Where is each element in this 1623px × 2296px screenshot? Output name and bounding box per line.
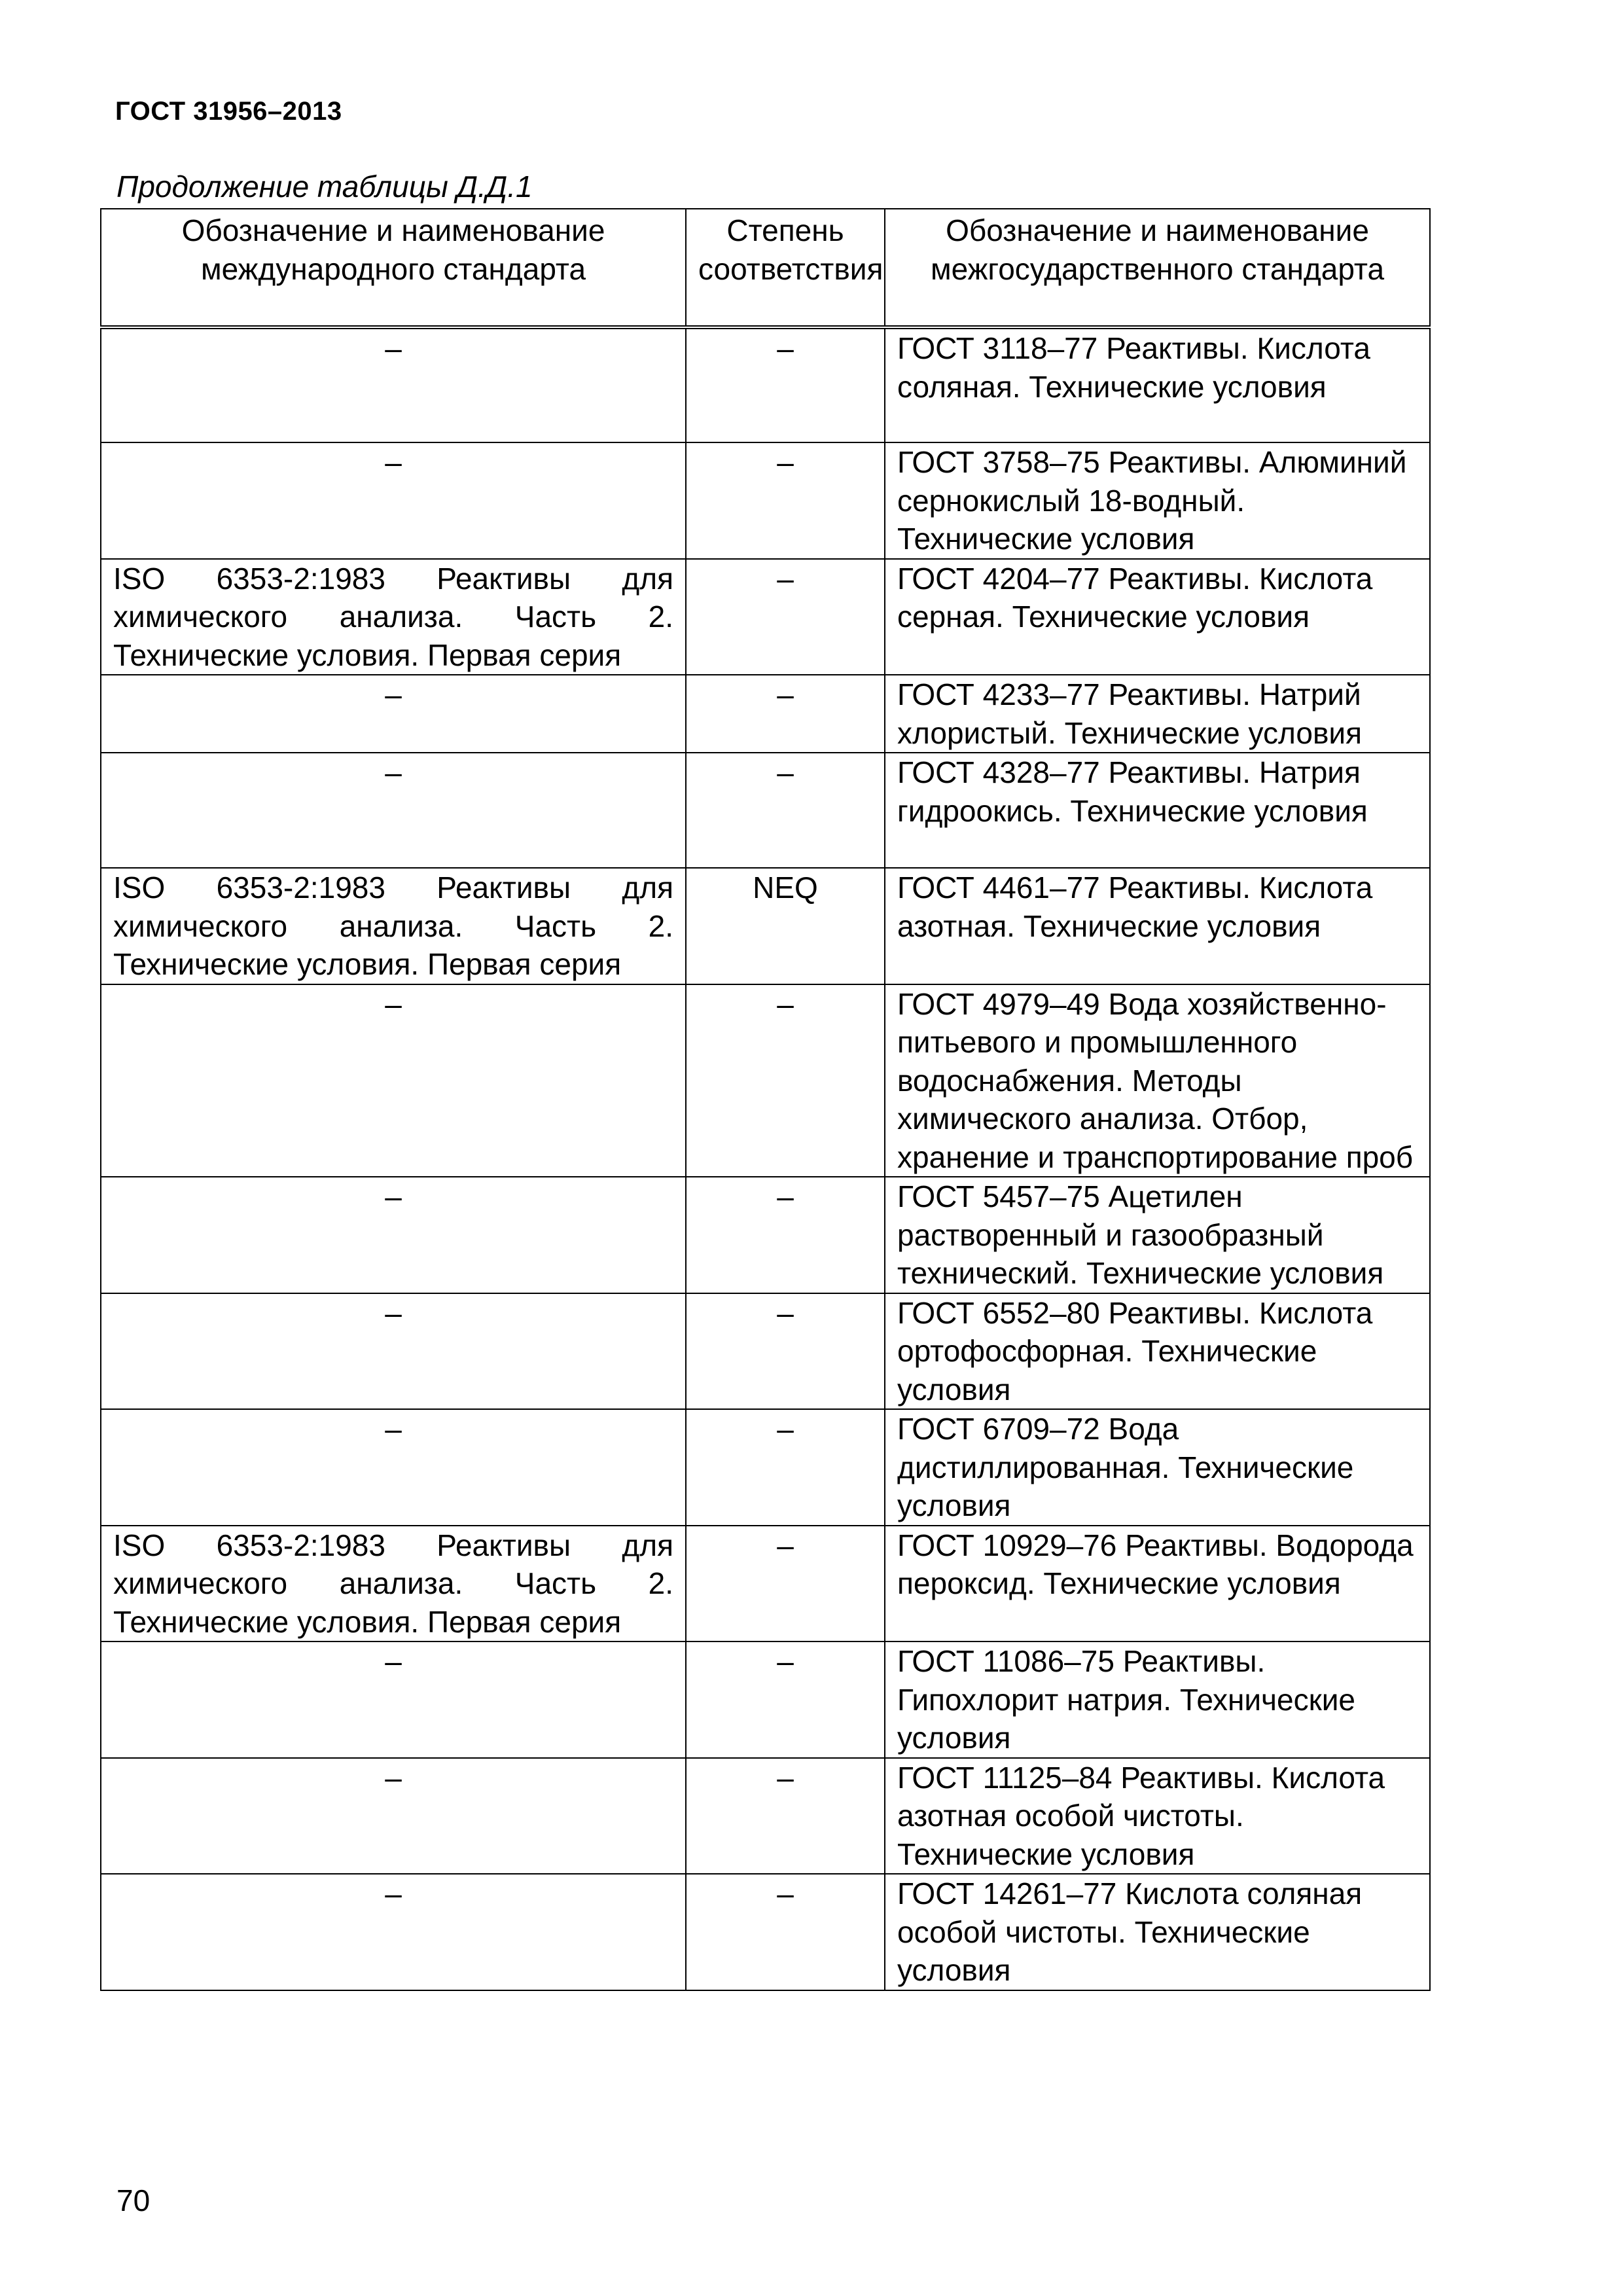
table-row — [101, 1177, 1430, 1293]
cell-international: – — [101, 442, 686, 559]
header-degree-of-conformity: Степень соответствия — [686, 209, 885, 327]
table-row — [101, 675, 1430, 753]
header-international-standard: Обозначение и наименование международного стандарта — [101, 209, 686, 327]
page-number: 70 — [116, 2183, 151, 2217]
cell-interstate: ГОСТ 3118–77 Реактивы. Кислота соляная. Технические условия — [885, 327, 1430, 442]
table-row — [101, 559, 1430, 675]
cell-interstate: ГОСТ 4204–77 Реактивы. Кислота серная. Технические условия — [885, 559, 1430, 675]
cell-international: – — [101, 1641, 686, 1758]
table-row — [101, 1526, 1430, 1642]
table-row — [101, 1641, 1430, 1758]
cell-degree: NEQ — [686, 868, 885, 984]
cell-interstate: ГОСТ 10929–76 Реактивы. Водорода пероксид. Технические условия — [885, 1526, 1430, 1642]
cell-degree: – — [686, 675, 885, 753]
cell-international: – — [101, 753, 686, 868]
cell-interstate: ГОСТ 4461–77 Реактивы. Кислота азотная. Технические условия — [885, 868, 1430, 984]
cell-international: – — [101, 1874, 686, 1990]
table-row — [101, 442, 1430, 559]
cell-international: – — [101, 327, 686, 442]
table-row — [101, 1758, 1430, 1874]
cell-interstate: ГОСТ 4233–77 Реактивы. Натрий хлористый. Технические условия — [885, 675, 1430, 753]
cell-degree: – — [686, 984, 885, 1177]
cell-international: – — [101, 984, 686, 1177]
cell-interstate: ГОСТ 4328–77 Реактивы. Натрия гидроокись. Технические условия — [885, 753, 1430, 868]
cell-interstate: ГОСТ 4979–49 Вода хозяйственно-питьевого и промышленного водоснабжения. Методы химического анализа. Отбор, хранение и транспортирование проб — [885, 984, 1430, 1177]
table-row — [101, 868, 1430, 984]
cell-degree: – — [686, 1526, 885, 1642]
cell-degree: – — [686, 1409, 885, 1526]
table-row — [101, 1293, 1430, 1410]
cell-interstate: ГОСТ 5457–75 Ацетилен растворенный и газообразный технический. Технические условия — [885, 1177, 1430, 1293]
cell-international: – — [101, 1758, 686, 1874]
cell-international: ISO 6353-2:1983 Реактивы для химического анализа. Часть 2. Технические условия. Первая серия — [101, 559, 686, 675]
cell-degree: – — [686, 1177, 885, 1293]
cell-interstate: ГОСТ 3758–75 Реактивы. Алюминий сернокислый 18-водный. Технические условия — [885, 442, 1430, 559]
cell-international: – — [101, 675, 686, 753]
cell-interstate: ГОСТ 14261–77 Кислота соляная особой чистоты. Технические условия — [885, 1874, 1430, 1990]
cell-degree: – — [686, 1641, 885, 1758]
cell-interstate: ГОСТ 11086–75 Реактивы. Гипохлорит натрия. Технические условия — [885, 1641, 1430, 1758]
cell-interstate: ГОСТ 11125–84 Реактивы. Кислота азотная особой чистоты. Технические условия — [885, 1758, 1430, 1874]
cell-interstate: ГОСТ 6709–72 Вода дистиллированная. Технические условия — [885, 1409, 1430, 1526]
cell-degree: – — [686, 753, 885, 868]
cell-international: ISO 6353-2:1983 Реактивы для химического анализа. Часть 2. Технические условия. Первая серия — [101, 1526, 686, 1642]
cell-degree: – — [686, 327, 885, 442]
cell-interstate: ГОСТ 6552–80 Реактивы. Кислота ортофосфорная. Технические условия — [885, 1293, 1430, 1410]
cell-degree: – — [686, 1874, 885, 1990]
table-row — [101, 984, 1430, 1177]
header-interstate-standard: Обозначение и наименование межгосударственного стандарта — [885, 209, 1430, 327]
cell-international: – — [101, 1177, 686, 1293]
standards-table — [100, 208, 1431, 1991]
table-row — [101, 753, 1430, 868]
table-row — [101, 1409, 1430, 1526]
table-header-row — [101, 209, 1430, 327]
table-row — [101, 327, 1430, 442]
cell-degree: – — [686, 1293, 885, 1410]
cell-international: – — [101, 1409, 686, 1526]
cell-international: – — [101, 1293, 686, 1410]
cell-degree: – — [686, 559, 885, 675]
cell-international: ISO 6353-2:1983 Реактивы для химического анализа. Часть 2. Технические условия. Первая серия — [101, 868, 686, 984]
cell-degree: – — [686, 442, 885, 559]
table-caption: Продолжение таблицы Д.Д.1 — [116, 170, 533, 204]
table-row — [101, 1874, 1430, 1990]
cell-degree: – — [686, 1758, 885, 1874]
document-header: ГОСТ 31956–2013 — [115, 97, 342, 126]
